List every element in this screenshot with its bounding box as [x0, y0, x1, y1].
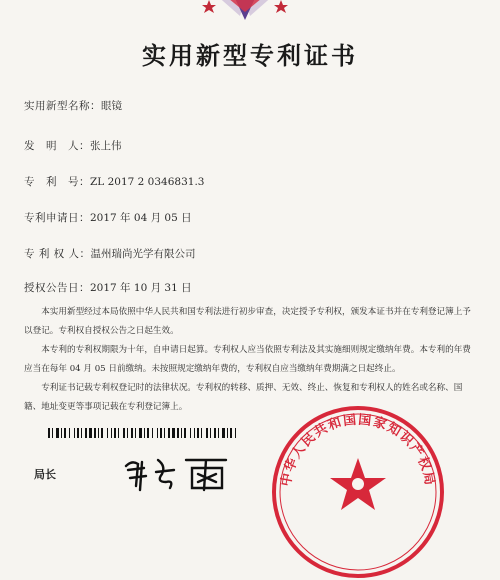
- field-label: 专 利 权 人：: [24, 248, 91, 260]
- field-label: 专 利 号：: [24, 176, 90, 188]
- certificate-title: 实用新型专利证书: [142, 41, 358, 70]
- emblem-decoration: [185, 0, 305, 24]
- field-label: 发 明 人：: [24, 140, 90, 152]
- field-patentee: [24, 246, 196, 261]
- paragraph-legal-status: 专利证书记载专利权登记时的法律状况。专利权的转移、质押、无效、终止、恢复和专利权人的姓名或名称、国籍、地址变更等事项记载在专利登记簿上。: [24, 383, 463, 412]
- paragraph-grant: 本实用新型经过本局依照中华人民共和国专利法进行初步审查，决定授予专利权，颁发本证书并在专利登记簿上予以登记。专利权自授权公告之日起生效。: [24, 307, 471, 336]
- field-label: 授权公告日：: [24, 282, 90, 294]
- signature-label: 局长: [34, 468, 56, 481]
- field-inventor: [24, 138, 122, 153]
- field-value: 眼镜: [101, 100, 122, 112]
- barcode: [48, 428, 238, 438]
- paragraph-term: 本专利的专利权期限为十年，自申请日起算。专利权人应当依照专利法及其实施细则规定缴纳年费。本专利的年费应当在每年 04 月 05 日前缴纳。未按照规定缴纳年费的，专利权自应当缴纳年费期满之日起终止。: [24, 345, 471, 374]
- field-value: 2017 年 04 月 05 日: [90, 212, 192, 224]
- director-signature: [122, 452, 232, 492]
- field-grant-date: [24, 280, 192, 295]
- field-label: 实用新型名称：: [24, 100, 101, 112]
- field-value: ZL 2017 2 0346831.3: [90, 176, 205, 188]
- field-patent-number: [24, 174, 204, 189]
- seal-text: 中华人民共和国国家知识产权局: [278, 412, 438, 488]
- field-value: 2017 年 10 月 31 日: [90, 282, 192, 294]
- official-seal: [268, 400, 448, 580]
- field-utility-model-name: [24, 98, 122, 113]
- field-value: 张上伟: [90, 140, 122, 152]
- field-application-date: [24, 210, 192, 225]
- field-label: 专利申请日：: [24, 212, 90, 224]
- field-value: 温州瑞尚光学有限公司: [90, 248, 196, 260]
